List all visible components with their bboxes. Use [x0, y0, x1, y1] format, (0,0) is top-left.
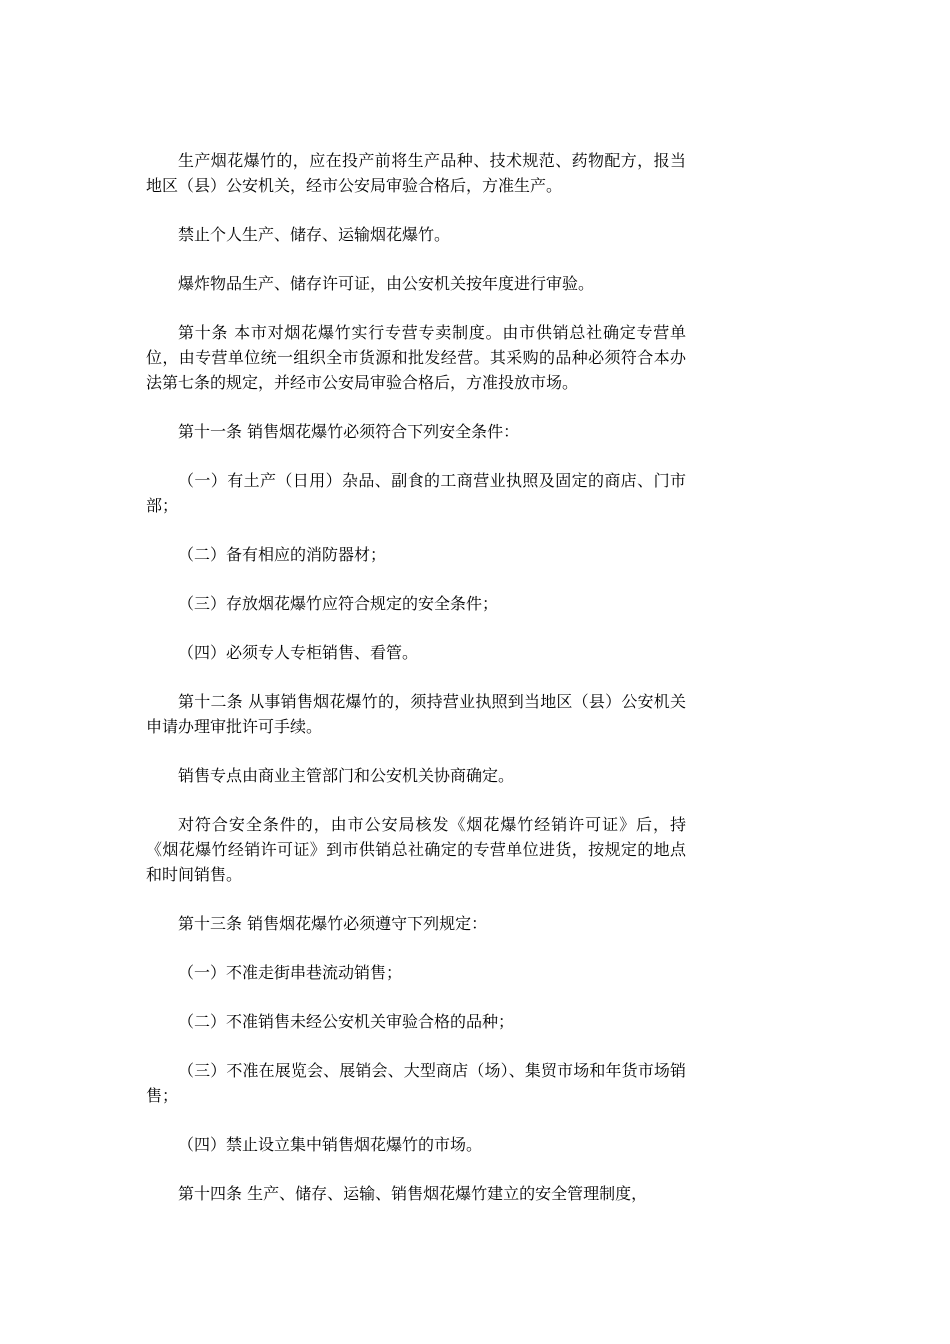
article-13-item-3: （三）不准在展览会、展销会、大型商店（场）、集贸市场和年货市场销售；	[146, 1061, 686, 1105]
document-body	[146, 148, 686, 1230]
article-13-item-4: （四）禁止设立集中销售烟花爆竹的市场。	[178, 1135, 483, 1154]
article-10: 第十条 本市对烟花爆竹实行专营专卖制度。由市供销总社确定专营单位，由专营单位统一组织全市货源和批发经营。其采购的品种必须符合本办法第七条的规定，并经市公安局审验合格后，方准投放市场。	[146, 323, 686, 392]
paragraph-production-approval: 生产烟花爆竹的，应在投产前将生产品种、技术规范、药物配方，报当地区（县）公安机关，经市公安局审验合格后，方准生产。	[146, 151, 686, 195]
article-13-item-2: （二）不准销售未经公安机关审验合格的品种；	[178, 1012, 515, 1031]
article-13-item-1: （一）不准走街串巷流动销售；	[178, 963, 403, 982]
article-14: 第十四条 生产、储存、运输、销售烟花爆竹建立的安全管理制度，	[178, 1184, 648, 1203]
article-11-item-1: （一）有土产（日用）杂品、副食的工商营业执照及固定的商店、门市部；	[146, 471, 686, 515]
article-11-item-4: （四）必须专人专柜销售、看管。	[178, 643, 419, 662]
paragraph-sales-points: 销售专点由商业主管部门和公安机关协商确定。	[178, 766, 515, 785]
article-11-item-2: （二）备有相应的消防器材；	[178, 545, 387, 564]
article-13: 第十三条 销售烟花爆竹必须遵守下列规定：	[178, 914, 488, 933]
article-11: 第十一条 销售烟花爆竹必须符合下列安全条件：	[178, 422, 520, 441]
paragraph-license-review: 爆炸物品生产、储存许可证，由公安机关按年度进行审验。	[178, 274, 595, 293]
paragraph-individual-ban: 禁止个人生产、储存、运输烟花爆竹。	[178, 225, 451, 244]
article-12: 第十二条 从事销售烟花爆竹的，须持营业执照到当地区（县）公安机关申请办理审批许可手续。	[146, 692, 686, 736]
paragraph-sales-license: 对符合安全条件的，由市公安局核发《烟花爆竹经销许可证》后，持《烟花爆竹经销许可证》到市供销总社确定的专营单位进货，按规定的地点和时间销售。	[146, 815, 686, 884]
article-11-item-3: （三）存放烟花爆竹应符合规定的安全条件；	[178, 594, 499, 613]
